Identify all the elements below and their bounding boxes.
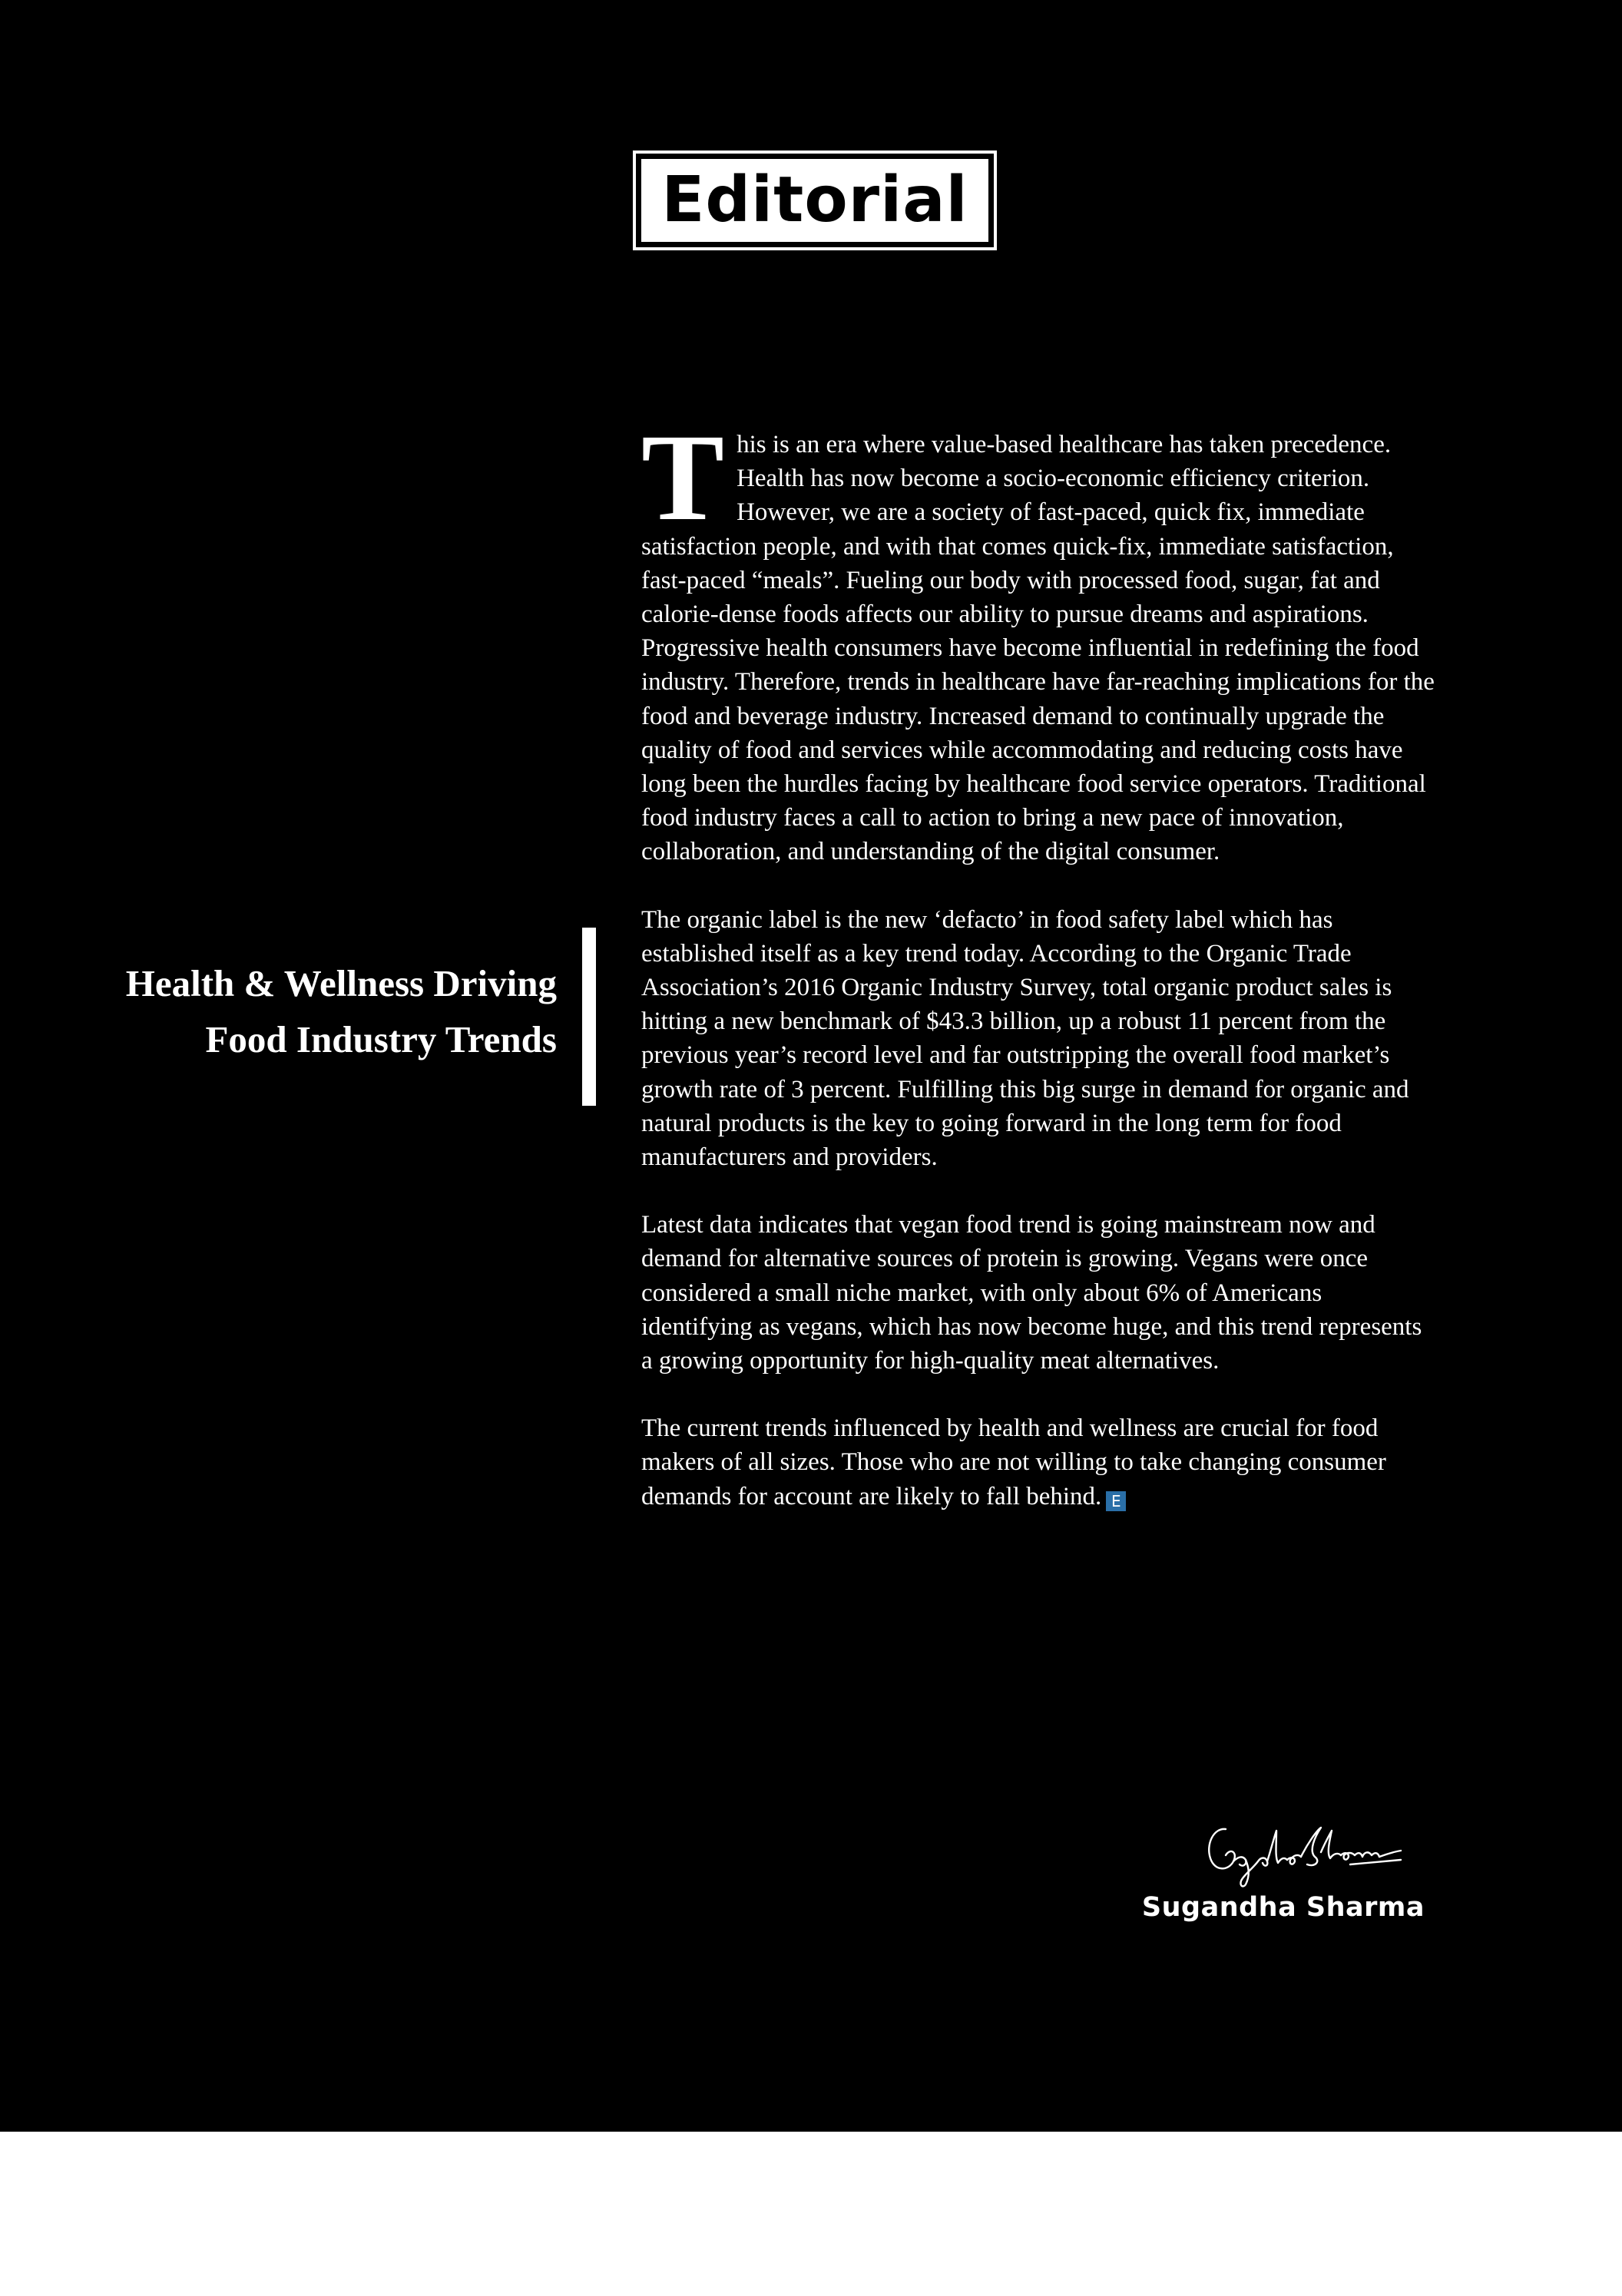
article-body	[641, 409, 1436, 1547]
article-headline	[46, 955, 557, 1067]
paragraph-3: Latest data indicates that vegan food trend is going mainstream now and demand for alternative sources of protein is growing. Vegans were once considered a small niche market, with only about 6% of Americans identifying as vegans, which has now become huge, and this trend represents a growing opportunity for high-quality meat alternatives.	[641, 1211, 1422, 1375]
paragraph-1-text: his is an era where value-based healthcare has taken precedence. Health has now become a socio-economic efficiency criterion. However, we are a society of fast-paced, quick fix, immediate satisfaction people, and with that comes quick-fix, immediate satisfaction, fast-paced “meals”. Fueling our body with processed food, sugar, fat and calorie-dense foods affects our ability to pursue dreams and aspirations. Progressive health consumers have become influential in redefining the food industry. Therefore, trends in healthcare have far-reaching implications for the food and beverage industry. Increased demand to continually upgrade the quality of food and services while accommodating and reducing costs have long been the hurdles facing by healthcare food service operators. Traditional food industry faces a call to action to bring a new pace of innovation, collaboration, and understanding of the digital consumer.	[641, 431, 1435, 866]
end-of-article-icon: E	[1106, 1491, 1126, 1511]
author-name: Sugandha Sharma	[1141, 1892, 1425, 1923]
paragraph-1	[641, 409, 1436, 869]
headline-line-2: Food Industry Trends	[205, 1018, 557, 1060]
editorial-masthead	[633, 151, 997, 250]
paragraph-4-text: The current trends influenced by health and wellness are crucial for food makers of all sizes. Those who are not willing to take changing consumer demands for account are likely to fall behind.	[641, 1414, 1386, 1510]
paragraph-2: The organic label is the new ‘defacto’ in food safety label which has established itself as a key trend today. According to the Organic Trade Association’s 2016 Organic Industry Survey, total organic product sales is hitting a new benchmark of $43.3 billion, up a robust 11 percent from the previous year’s record level and far outstripping the overall food market’s growth rate of 3 percent. Fulfilling this big surge in demand for organic and natural products is the key to going forward in the long term for food manufacturers and providers.	[641, 905, 1409, 1172]
handwritten-signature	[1200, 1814, 1407, 1898]
paragraph-4	[641, 1411, 1436, 1514]
masthead-box	[641, 159, 988, 242]
drop-cap: T	[641, 409, 725, 547]
masthead-label: Editorial	[661, 164, 968, 237]
headline-line-1: Health & Wellness Driving	[125, 962, 557, 1004]
headline-divider	[582, 928, 596, 1106]
